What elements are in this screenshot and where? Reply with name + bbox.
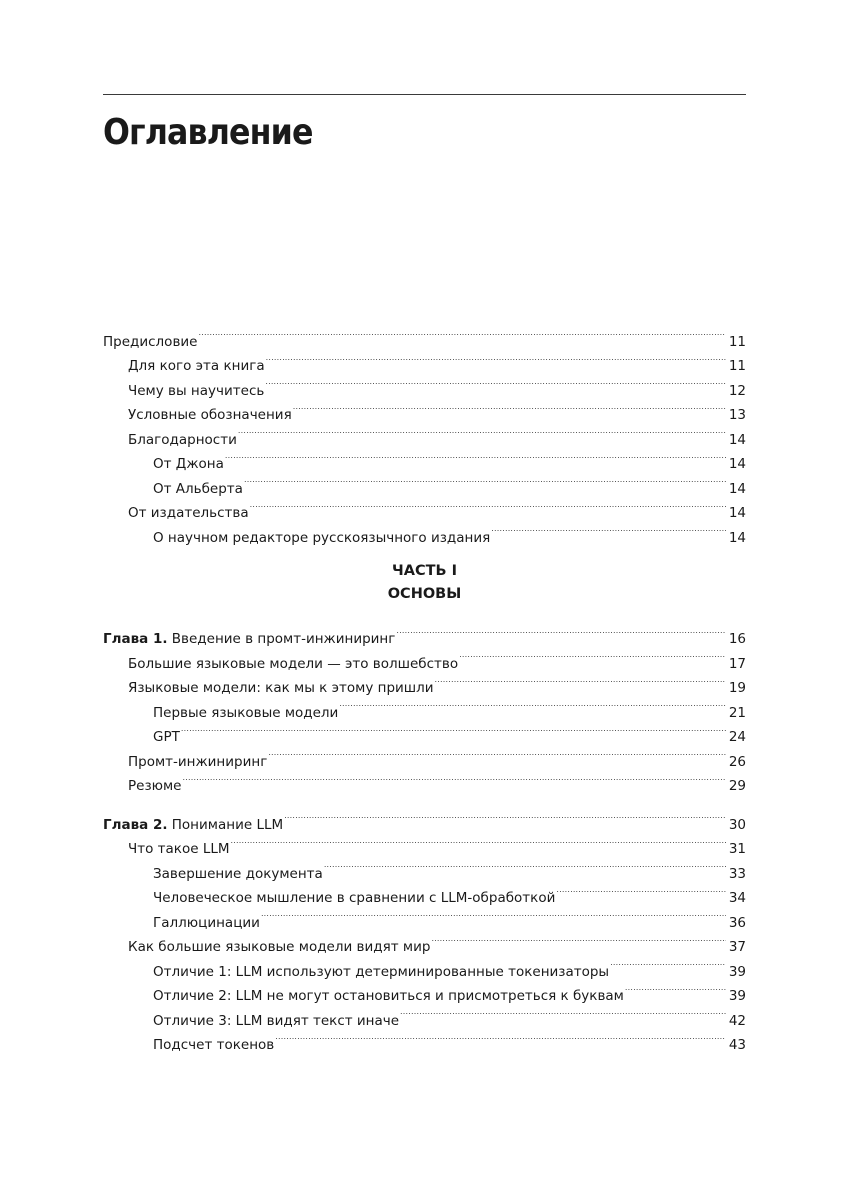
toc-entry-title: Благодарности xyxy=(128,431,237,448)
dot-leader xyxy=(225,444,726,469)
chapter-name: Понимание LLM xyxy=(167,816,284,833)
toc-entry-page: 21 xyxy=(728,704,746,721)
toc-entry-title: Первые языковые модели xyxy=(153,704,339,721)
part-title: ОСНОВЫ xyxy=(387,585,462,602)
toc-entry-title: Отличие 2: LLM не могут остановиться и присмотреться к буквам xyxy=(153,988,624,1004)
toc-entry-title: Как большие языковые модели видят мир xyxy=(128,939,431,955)
dot-leader xyxy=(431,927,726,952)
chapter-2-section xyxy=(103,804,746,1053)
dot-leader xyxy=(556,878,726,903)
top-rule xyxy=(103,94,746,95)
toc-chapter-2[interactable] xyxy=(103,804,746,833)
dot-leader xyxy=(491,517,726,542)
toc-entry-page: 36 xyxy=(728,914,746,931)
toc-entry[interactable] xyxy=(103,717,746,745)
toc-chapter-1[interactable] xyxy=(103,619,746,647)
toc-entry-page: 24 xyxy=(728,729,746,745)
toc-entry-title: Чему вы научитесь xyxy=(128,382,265,399)
dot-leader xyxy=(198,321,726,346)
dot-leader xyxy=(244,468,726,493)
toc-entry-page: 12 xyxy=(728,382,746,399)
toc-entry-page: 39 xyxy=(728,963,746,980)
toc-entry-audience[interactable] xyxy=(103,346,746,374)
toc-entry-page: 26 xyxy=(728,753,746,770)
part-heading xyxy=(103,560,746,606)
dot-leader xyxy=(268,741,726,766)
toc-entry-page: 14 xyxy=(728,431,746,448)
toc-entry-title: От Альберта xyxy=(153,480,243,497)
front-matter-section xyxy=(103,321,746,546)
toc-entry-title: О научном редакторе русскоязычного издания xyxy=(153,529,491,546)
chapter-name: Введение в промт-инжиниринг xyxy=(167,631,396,647)
toc-entry-page: 14 xyxy=(728,505,746,521)
toc-entry-page: 11 xyxy=(728,358,746,374)
dot-leader xyxy=(396,619,726,644)
chapter-prefix: Глава 1. xyxy=(103,631,168,647)
dot-leader xyxy=(293,395,726,420)
dot-leader xyxy=(275,1025,726,1050)
part-number: ЧАСТЬ I xyxy=(392,562,457,579)
toc-entry-title: Галлюцинации xyxy=(153,914,260,931)
dot-leader xyxy=(610,951,726,976)
toc-entry-page: 37 xyxy=(728,939,746,955)
toc-chapter-title xyxy=(103,627,396,652)
spacer xyxy=(103,790,746,804)
toc-entry-title: Предисловие xyxy=(103,333,198,350)
toc-entry-title: От издательства xyxy=(128,505,249,521)
toc-entry-title: Для кого эта книга xyxy=(128,358,265,374)
toc-entry-page: 30 xyxy=(728,816,746,833)
dot-leader xyxy=(181,717,726,742)
toc-entry[interactable] xyxy=(103,741,746,770)
toc-entry-title: Отличие 3: LLM видят текст иначе xyxy=(153,1012,400,1029)
chapter-1-section xyxy=(103,619,746,794)
dot-leader xyxy=(400,1000,726,1025)
toc-entry-page: 14 xyxy=(728,456,746,472)
toc-entry-page: 43 xyxy=(728,1037,746,1053)
dot-leader xyxy=(339,692,726,717)
dot-leader xyxy=(261,902,726,927)
dot-leader xyxy=(435,668,726,693)
toc-entry-title: Большие языковые модели — это волшебство xyxy=(128,655,459,672)
dot-leader xyxy=(266,346,726,371)
toc-entry-page: 33 xyxy=(728,865,746,882)
toc-entry-title: Условные обозначения xyxy=(128,407,292,423)
dot-leader xyxy=(250,493,726,518)
toc-entry[interactable] xyxy=(103,766,746,794)
toc-entry-title: Человеческое мышление в сравнении с LLM-обработкой xyxy=(153,890,556,906)
dot-leader xyxy=(324,853,726,878)
toc-entry-preface[interactable] xyxy=(103,321,746,350)
page-title: Оглавление xyxy=(103,112,313,153)
toc-entry-page: 42 xyxy=(728,1012,746,1029)
table-of-contents xyxy=(103,321,746,1053)
toc-entry-page: 29 xyxy=(728,778,746,794)
dot-leader xyxy=(459,643,726,668)
dot-leader xyxy=(625,976,726,1001)
toc-entry-title: Отличие 1: LLM используют детерминированные токенизаторы xyxy=(153,963,610,980)
dot-leader xyxy=(265,370,726,395)
toc-entry-page: 39 xyxy=(728,988,746,1004)
spacer xyxy=(103,606,746,619)
toc-entry-page: 16 xyxy=(728,631,746,647)
toc-entry-title: Языковые модели: как мы к этому пришли xyxy=(128,680,434,696)
toc-entry-page: 17 xyxy=(728,655,746,672)
dot-leader xyxy=(231,829,726,854)
chapter-prefix: Глава 2. xyxy=(103,816,168,833)
toc-entry-page: 11 xyxy=(728,333,746,350)
toc-entry-page: 14 xyxy=(728,480,746,497)
toc-entry-title: От Джона xyxy=(153,456,224,472)
toc-entry-title: Что такое LLM xyxy=(128,841,230,857)
toc-entry-page: 14 xyxy=(728,529,746,546)
toc-entry-title: Подсчет токенов xyxy=(153,1037,275,1053)
toc-entry-page: 31 xyxy=(728,841,746,857)
toc-entry-title: GPT xyxy=(153,729,180,745)
toc-entry-title: Резюме xyxy=(128,778,182,794)
toc-entry-title: Промт-инжиниринг xyxy=(128,753,268,770)
toc-entry-page: 34 xyxy=(728,890,746,906)
toc-entry-page: 19 xyxy=(728,680,746,696)
toc-entry-title: Завершение документа xyxy=(153,865,323,882)
toc-entry-page: 13 xyxy=(728,407,746,423)
dot-leader xyxy=(284,804,726,829)
dot-leader xyxy=(238,419,726,444)
dot-leader xyxy=(182,766,726,791)
